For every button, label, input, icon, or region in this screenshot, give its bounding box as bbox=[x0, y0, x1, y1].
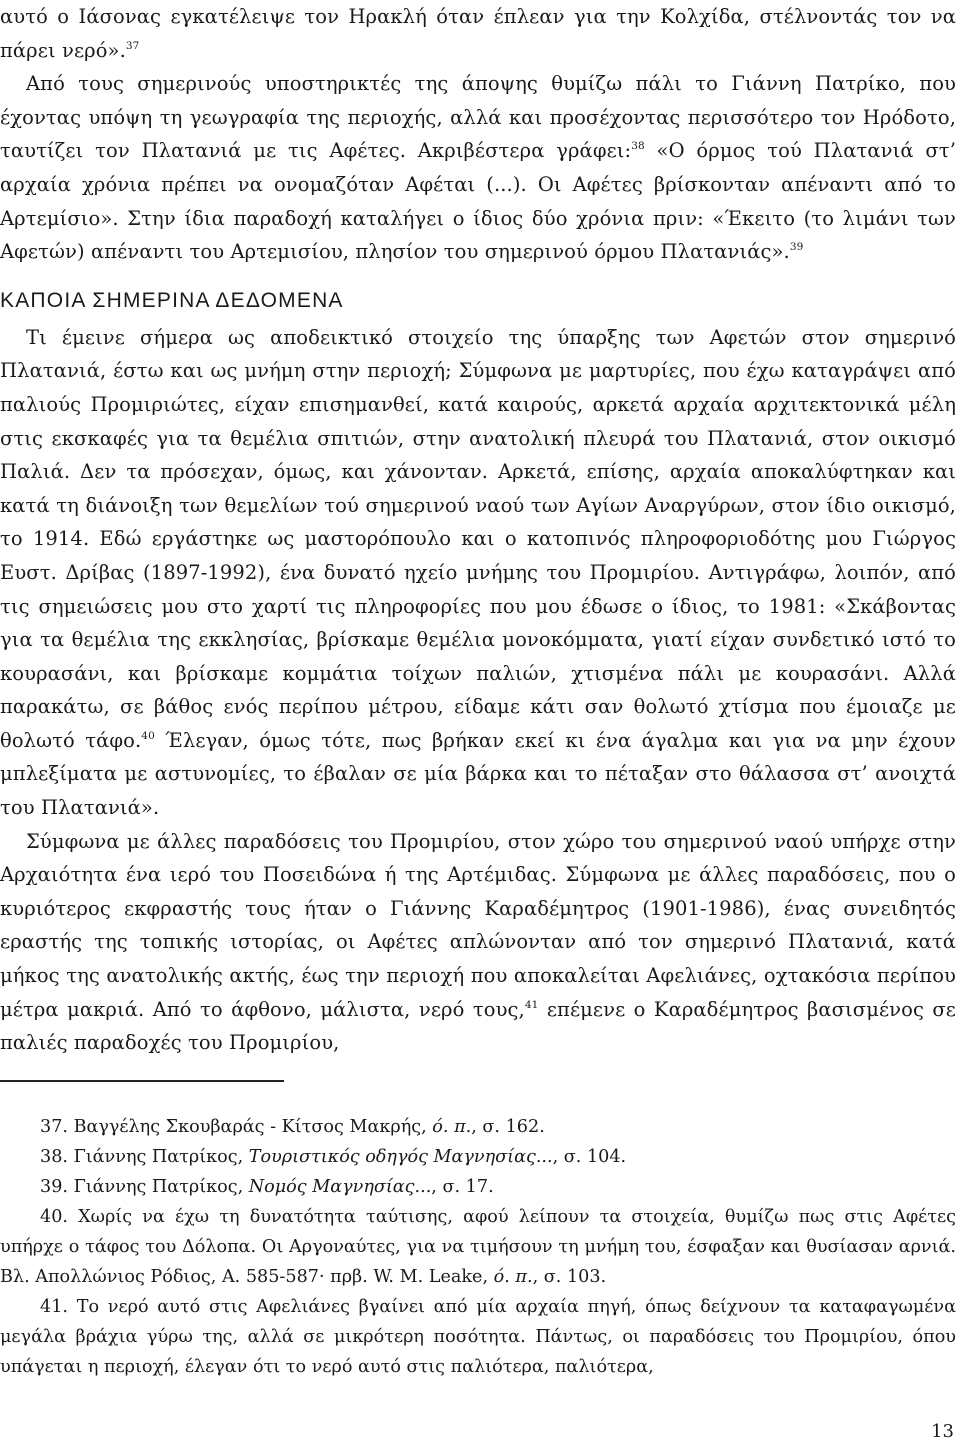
paragraph-text: «Ο όρμος τού Πλατανιά στ’ αρχαία χρόνια πρέπει να ονομαζόταν Αφέται (...). Οι Αφέτες βρίσκονταν απέναντι από το Αρτεμίσιο». Στην ίδια παραδοχή καταλήγει ο ίδιος δύο χρόνια πριν: «Έκειτο (το λιμάνι των Αφετών) απέναντι του Αρτεμισίου, πλησίον του σημερινού όρμου Πλατανιάς». bbox=[0, 139, 956, 264]
paragraph-text: Έλεγαν, όμως τότε, πως βρήκαν εκεί κι ένα άγαλμα και για να μην έχουν μπλεξίματα με αστυνομίες, το έβαλαν σε μία βάρκα και το πέταξαν στο θάλασσα στ’ ανοιχτά του Πλατανιά». bbox=[0, 728, 956, 820]
paragraph-continued bbox=[0, 0, 956, 67]
footnote-41: 41. Το νερό αυτό στις Αφελιάνες βγαίνει από μία αρχαία πηγή, όπως δείχνουν τα καταφαγωμένα μεγάλα βράχια γύρω της, αλλά σε μικρότερη ποσότητα. Πάντως, οι παραδόσεις του Προμιρίου, όπου υπάγεται η περιοχή, έλεγαν ότι το νερό αυτό στις παλιότερα, παλιότερα, bbox=[0, 1297, 956, 1377]
footnote-italic: ό. π. bbox=[493, 1267, 533, 1287]
footnote-39 bbox=[0, 1172, 956, 1202]
footnote-separator bbox=[0, 1080, 284, 1082]
footnote-ref-41: 41 bbox=[524, 998, 539, 1011]
paragraph-evidence bbox=[0, 321, 956, 825]
footnotes bbox=[0, 1112, 956, 1382]
footnote-37 bbox=[0, 1112, 956, 1142]
paragraph-text: Από τους σημερινούς υποστηρικτές της άποψης θυμίζω πάλι το Γιάννη Πατρίκο, που έχοντας υπόψη τη γεωγραφία της περιοχής, αλλά και προσέχοντας περισσότερο τον Ηρόδοτο, ταυτίζει τον Πλατανιά με τις Αφέτες. Ακριβέστερα γράφει: bbox=[0, 72, 956, 163]
paragraph-text: αυτό ο Ιάσονας εγκατέλειψε τον Ηρακλή όταν έπλεαν για την Κολχίδα, στέλνοντάς τον να πάρει νερό». bbox=[0, 5, 956, 62]
footnote-ref-38: 38 bbox=[631, 140, 645, 153]
footnote-text: 40. Χωρίς να έχω τη δυνατότητα ταύτισης, αφού λείπουν τα στοιχεία, θυμίζω πως στις Αφέτες υπήρχε ο τάφος του Δόλοπα. Οι Αργοναύτες, για να τιμήσουν τη μνήμη του, έσφαξαν και θυσίασαν αρνιά. Βλ. Απολλώνιος Ρόδιος, Α. 585-587· πρβ. W. M. Leake, bbox=[0, 1207, 956, 1287]
footnote-ref-39: 39 bbox=[789, 241, 804, 254]
footnote-text: 38. Γιάννης Πατρίκος, bbox=[40, 1147, 249, 1167]
footnote-38 bbox=[0, 1142, 956, 1172]
footnote-text: 39. Γιάννης Πατρίκος, bbox=[40, 1177, 249, 1197]
footnote-text: 37. Βαγγέλης Σκουβαράς - Κίτσος Μακρής, bbox=[40, 1117, 433, 1137]
footnote-text: , σ. 103. bbox=[532, 1267, 607, 1287]
page-number: 13 bbox=[931, 1421, 954, 1442]
footnote-text: , σ. 162. bbox=[471, 1117, 545, 1137]
paragraph-text: επέμενε ο Καραδέμητρος βασισμένος σε παλιές παραδοχές του Προμιρίου, bbox=[0, 997, 957, 1055]
footnote-ref-37: 37 bbox=[125, 39, 140, 52]
footnote-40 bbox=[0, 1202, 956, 1292]
footnote-text: , σ. 17. bbox=[431, 1177, 494, 1197]
section-heading: ΚΑΠΟΙΑ ΣΗΜΕΡΙΝΑ ΔΕΔΟΜΕΝΑ bbox=[0, 288, 344, 312]
footnote-italic: Νομός Μαγνησίας... bbox=[248, 1177, 432, 1197]
footnote-text: , σ. 104. bbox=[552, 1147, 627, 1167]
footnote-italic: Τουριστικός οδηγός Μαγνησίας... bbox=[248, 1147, 553, 1167]
paragraph-text: Σύμφωνα με άλλες παραδόσεις του Προμιρίου, στον χώρο του σημερινού ναού υπήρχε στην Αρχαιότητα ένα ιερό του Ποσειδώνα ή της Αρτέμιδας. Σύμφωνα με άλλες παραδόσεις, που ο κυριότερος εκφραστής τους ήταν ο Γιάννης Καραδέμητρος (1901-1986), ένας συνειδητός εραστής της τοπικής ιστορίας, οι Αφέτες απλώνονταν από τον σημερινό Πλατανιά, κατά μήκος της ανατολικής ακτής, έως την περιοχή που αποκαλείται Αφελιάνες, οχτακόσια περίπου μέτρα μακριά. Από το άφθονο, μάλιστα, νερό τους, bbox=[0, 829, 956, 1021]
footnote-italic: ό. π. bbox=[432, 1117, 472, 1137]
paragraph-patrikos bbox=[0, 67, 956, 269]
paragraph-traditions bbox=[0, 825, 956, 1060]
footnote-ref-40: 40 bbox=[141, 729, 155, 742]
paragraph-text: Τι έμεινε σήμερα ως αποδεικτικό στοιχείο της ύπαρξης των Αφετών στον σημερινό Πλατανιά, έστω και ως μνήμη στην περιοχή; Σύμφωνα με μαρτυρίες, που έχω καταγράψει από παλιούς Προμιριώτες, είχαν επισημανθεί, κατά καιρούς, αρκετά αρχαία αρχιτεκτονικά μέλη στις εκσκαφές για τα θεμέλια σπιτιών, στην ανατολική πλευρά του Πλατανιά, στον οικισμό Παλιά. Δεν τα πρόσεχαν, όμως, και χάνονταν. Αρκετά, επίσης, αρχαία αποκαλύφτηκαν και κατά τη διάνοιξη των θεμελίων τού σημερινού ναού των Αγίων Αναργύρων, στον ίδιο οικισμό, το 1914. Εδώ εργάστηκε ως μαστορόπουλο και ο κατοπινός πληροφοριοδότης μου Γιώργος Ευστ. Δρίβας (1897-1992), ένα δυνατό ηχείο μνήμης του Προμιρίου. Αντιγράφω, λοιπόν, από τις σημειώσεις μου στο χαρτί τις πληροφορίες που μου έδωσε ο ίδιος, το 1981: «Σκάβοντας για τα θεμέλια της εκκλησίας, βρίσκαμε θεμέλια μονοκόμματα, γιατί είχαν συνδετικό ιστό το κουρασάνι, και βρίσκαμε κομμάτια τοίχων παλιών, χτισμένα πάλι με κουρασάνι. Αλλά παρακάτω, σε βάθος ενός περίπου μέτρου, είδαμε κάτι σαν θολωτό χτίσμα που έμοιαζε με θολωτό τάφο. bbox=[0, 325, 956, 752]
